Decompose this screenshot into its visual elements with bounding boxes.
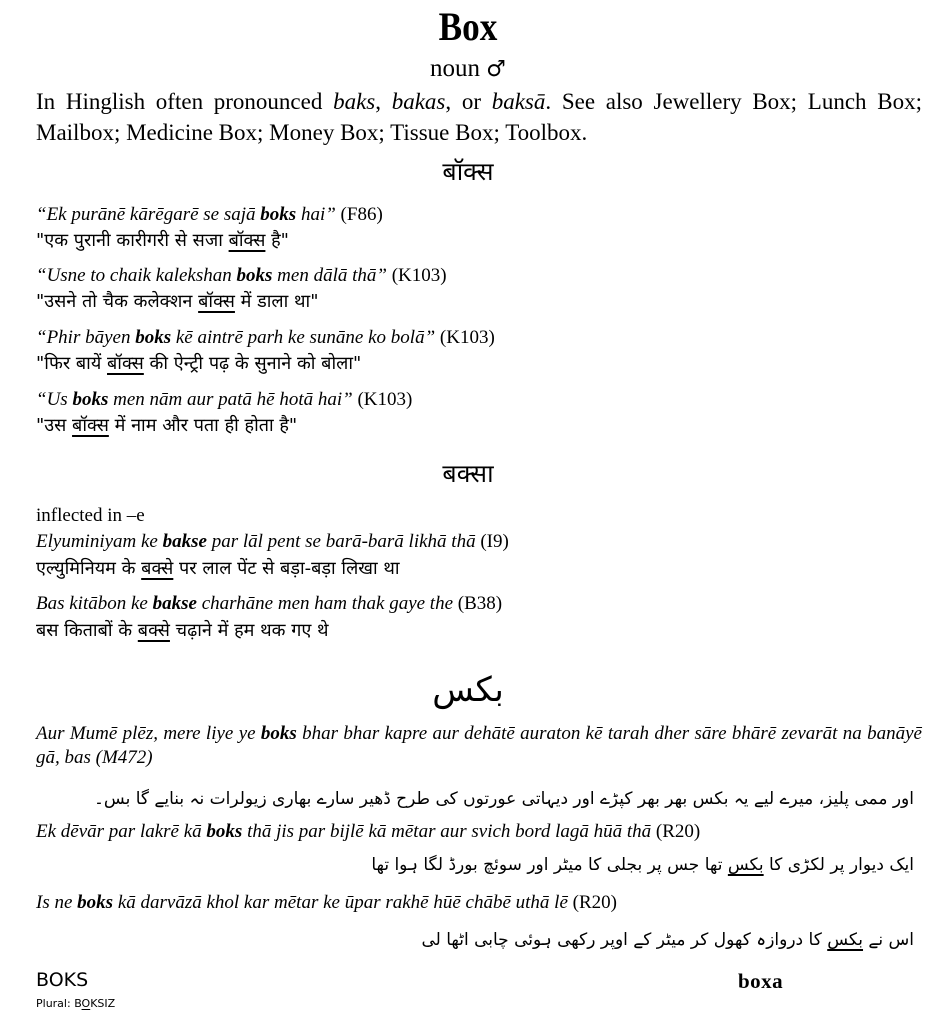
description-text: In Hinglish often pronounced [36, 89, 334, 114]
description-separator: , or [445, 89, 492, 114]
source-reference: (K103) [435, 327, 495, 348]
male-sign-icon: ♂ [486, 57, 506, 82]
source-reference: (F86) [335, 204, 383, 225]
underlined-headword: بکس [727, 855, 764, 875]
underlined-headword: बॉक्स [228, 230, 266, 251]
example-transliteration: Bas kitābon ke bakse charhāne men ham thak gaye the (B38) [36, 593, 503, 614]
pronunciation-variant: baks [333, 89, 376, 114]
example-urdu: اور ممی پلیز، میرے لیے یہ بکس بھر بھر کپڑے اور دیہاتی عورتوں کی طرح ڈھیر سارے بھاری زیولرات نہ بنایے گا بس۔ [93, 789, 914, 809]
source-reference: (M472) [90, 747, 153, 768]
example-transliteration: Ek dēvār par lakrē kā boks thā jis par bijlē kā mētar aur svich bord lagā hūā thā (R20) [36, 821, 701, 842]
blackletter-form: boxa [738, 969, 784, 993]
example-urdu: ایک دیوار پر لکڑی کا بکس تھا جس پر بجلی کا میٹر اور سوئچ بورڈ لگا ہوا تھا [371, 855, 914, 875]
example-devanagari: "फिर बायें बॉक्स की ऐन्ट्री पढ़ के सुनाने को बोला" [36, 353, 362, 374]
source-reference: (R20) [567, 892, 617, 913]
baksa-heading: बक्सा [442, 459, 494, 488]
example-transliteration: “Ek purānē kārēgarē se sajā boks hai” (F86) [36, 204, 383, 225]
underlined-headword: बक्से [137, 620, 170, 641]
source-reference: (K103) [386, 265, 447, 286]
entry-description [36, 86, 922, 148]
plural-label: Plural: [36, 997, 75, 1010]
example-transliteration: Elyuminiyam ke bakse par lāl pent se barā-barā likhā thā (I9) [36, 531, 509, 552]
source-reference: (K103) [352, 389, 413, 410]
hindi-heading: बॉक्स [442, 157, 494, 186]
example-devanagari: "उसने तो चैक कलेक्शन बॉक्स में डाला था" [36, 291, 319, 312]
underlined-headword: बॉक्स [107, 353, 144, 374]
part-of-speech-label: noun [430, 55, 480, 82]
source-reference: (R20) [651, 821, 701, 842]
source-reference: (B38) [453, 593, 503, 614]
example-transliteration: Aur Mumē plēz, mere liye ye boks bhar bhar kapre aur dehātē auraton kē tarah dher sāre bhārē zevarāt na banāyē gā, bas (M472) [36, 723, 922, 768]
part-of-speech [0, 54, 936, 85]
example-transliteration: Is ne boks kā darvāzā khol kar mētar ke ūpar rakhē hūē chābē uthā lē (R20) [36, 892, 617, 913]
example-devanagari: एल्युमिनियम के बक्से पर लाल पेंट से बड़ा-बड़ा लिखा था [36, 558, 400, 579]
inflection-note: inflected in –e [36, 505, 145, 526]
example-devanagari: "उस बॉक्स में नाम और पता ही होता है" [36, 415, 298, 436]
pronunciation-variant: bakas [391, 89, 446, 114]
example-devanagari: बस किताबों के बक्से चढ़ाने में हम थक गए थे [36, 620, 329, 641]
stressed-vowel: O [81, 997, 91, 1010]
plural-form: Plural: BOKSIZ [36, 997, 116, 1010]
pronunciation-variant: baksā [491, 89, 546, 114]
description-separator: , [375, 89, 392, 114]
headword: Box [438, 4, 498, 49]
example-transliteration: “Usne to chaik kalekshan boks men dālā thā” (K103) [36, 265, 447, 286]
underlined-headword: بکس [827, 930, 864, 950]
underlined-headword: बक्से [141, 558, 174, 579]
see-also-text: . See also Jewellery Box; Lunch Box; Mailbox; Medicine Box; Money Box; Tissue Box; Toolbox. [36, 89, 922, 145]
underlined-headword: बॉक्स [198, 291, 235, 312]
urdu-heading: بکس [432, 670, 504, 710]
romanized-headword: BOKS [36, 969, 89, 991]
example-transliteration: “Us boks men nām aur patā hē hotā hai” (K103) [36, 389, 413, 410]
example-devanagari: "एक पुरानी कारीगरी से सजा बॉक्स है" [36, 230, 289, 251]
example-transliteration: “Phir bāyen boks kē aintrē parh ke sunāne ko bolā” (K103) [36, 327, 495, 348]
example-urdu: اس نے بکس کا دروازہ کھول کر میٹر کے اوپر رکھی ہوئی چابی اٹھا لی [421, 930, 914, 950]
underlined-headword: बॉक्स [72, 415, 109, 436]
source-reference: (I9) [475, 531, 509, 552]
